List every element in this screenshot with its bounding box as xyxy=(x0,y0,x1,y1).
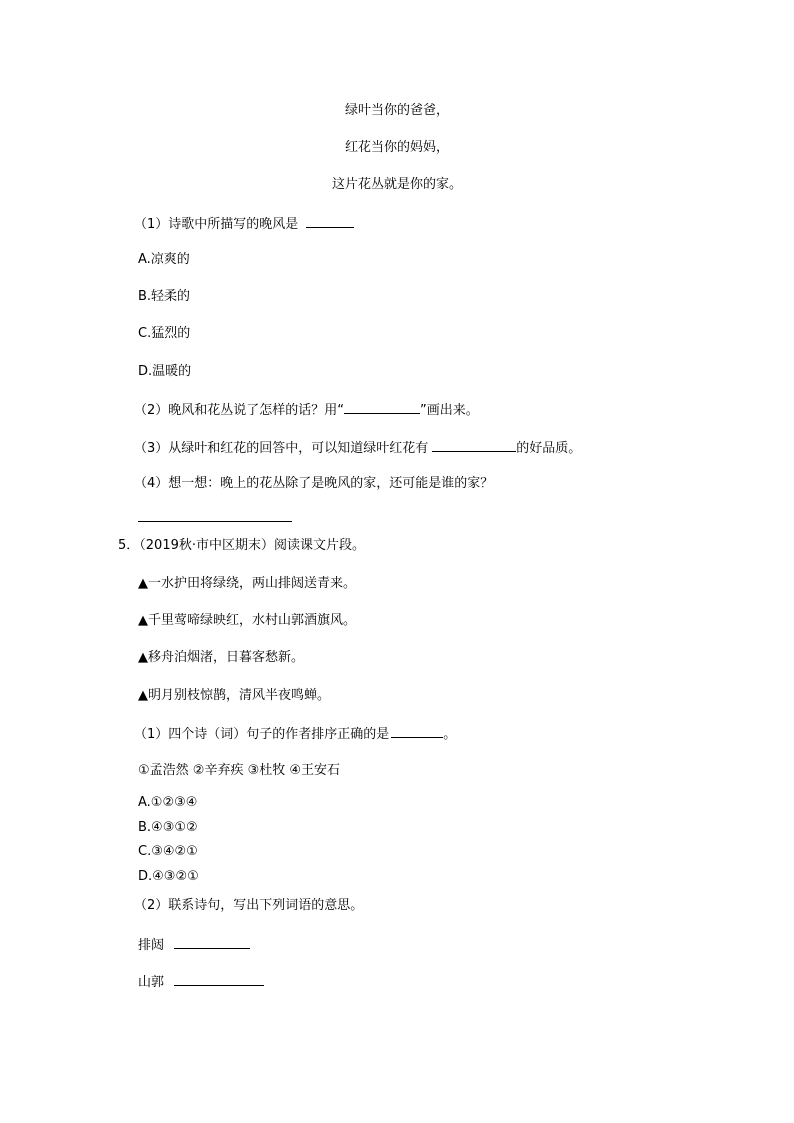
answer-blank[interactable] xyxy=(391,725,443,738)
q5-option-b: B.④③①② xyxy=(138,820,198,835)
q4-option-d: D.温暖的 xyxy=(138,364,192,379)
poem-line-3: 这片花丛就是你的家。 xyxy=(331,177,462,192)
answer-blank[interactable] xyxy=(174,936,250,949)
q4-sub3-post: 的好品质。 xyxy=(516,441,582,456)
q4-sub2 xyxy=(134,401,479,419)
q4-option-a: A.凉爽的 xyxy=(138,252,190,267)
q5-header: 5．（2019秋·市中区期末）阅读课文片段。 xyxy=(118,538,365,553)
q4-sub1-text: （1）诗歌中所描写的晚风是 xyxy=(134,217,299,232)
q4-sub2-pre: （2）晚风和花丛说了怎样的话？用“ xyxy=(134,403,345,418)
q5-verse-1: ▲一水护田将绿绕，两山排闼送青来。 xyxy=(138,576,356,591)
answer-blank[interactable] xyxy=(344,401,420,414)
q5-authors: ①孟浩然 ②辛弃疾 ③杜牧 ④王安石 xyxy=(138,763,341,778)
q5-verse-3: ▲移舟泊烟渚，日暮客愁新。 xyxy=(138,650,304,665)
q5-word1-row xyxy=(138,936,250,954)
q5-verse-2: ▲千里莺啼绿映红，水村山郭酒旗风。 xyxy=(138,613,356,628)
q5-sub2: （2）联系诗句，写出下列词语的意思。 xyxy=(134,898,364,913)
q5-option-c: C.③④②① xyxy=(138,844,198,859)
answer-blank[interactable] xyxy=(432,439,516,452)
answer-blank[interactable] xyxy=(306,215,354,228)
q5-verse-4: ▲明月别枝惊鹊，清风半夜鸣蝉。 xyxy=(138,688,330,703)
q4-option-c: C.猛烈的 xyxy=(138,326,191,341)
q4-sub3 xyxy=(134,439,581,457)
q5-word1: 排闼 xyxy=(138,938,165,953)
q5-sub1-pre: （1）四个诗（词）句子的作者排序正确的是 xyxy=(134,727,390,742)
poem-line-2: 红花当你的妈妈， xyxy=(344,140,449,155)
answer-line[interactable] xyxy=(138,521,292,522)
q5-option-d: D.④③②① xyxy=(138,869,199,884)
answer-blank[interactable] xyxy=(174,973,264,986)
q5-sub1-post: 。 xyxy=(443,727,457,742)
q4-sub4: （4）想一想：晚上的花丛除了是晚风的家，还可能是谁的家？ xyxy=(134,476,494,491)
poem-line-1: 绿叶当你的爸爸， xyxy=(344,103,449,118)
q5-sub1 xyxy=(134,725,456,743)
q5-word2-row xyxy=(138,973,264,991)
q4-sub1 xyxy=(134,215,354,233)
q4-sub2-post: ”画出来。 xyxy=(420,403,479,418)
q5-option-a: A.①②③④ xyxy=(138,795,198,810)
q4-option-b: B.轻柔的 xyxy=(138,289,191,304)
q4-sub3-pre: （3）从绿叶和红花的回答中，可以知道绿叶红花有 xyxy=(134,441,429,456)
q5-word2: 山郭 xyxy=(138,975,165,990)
